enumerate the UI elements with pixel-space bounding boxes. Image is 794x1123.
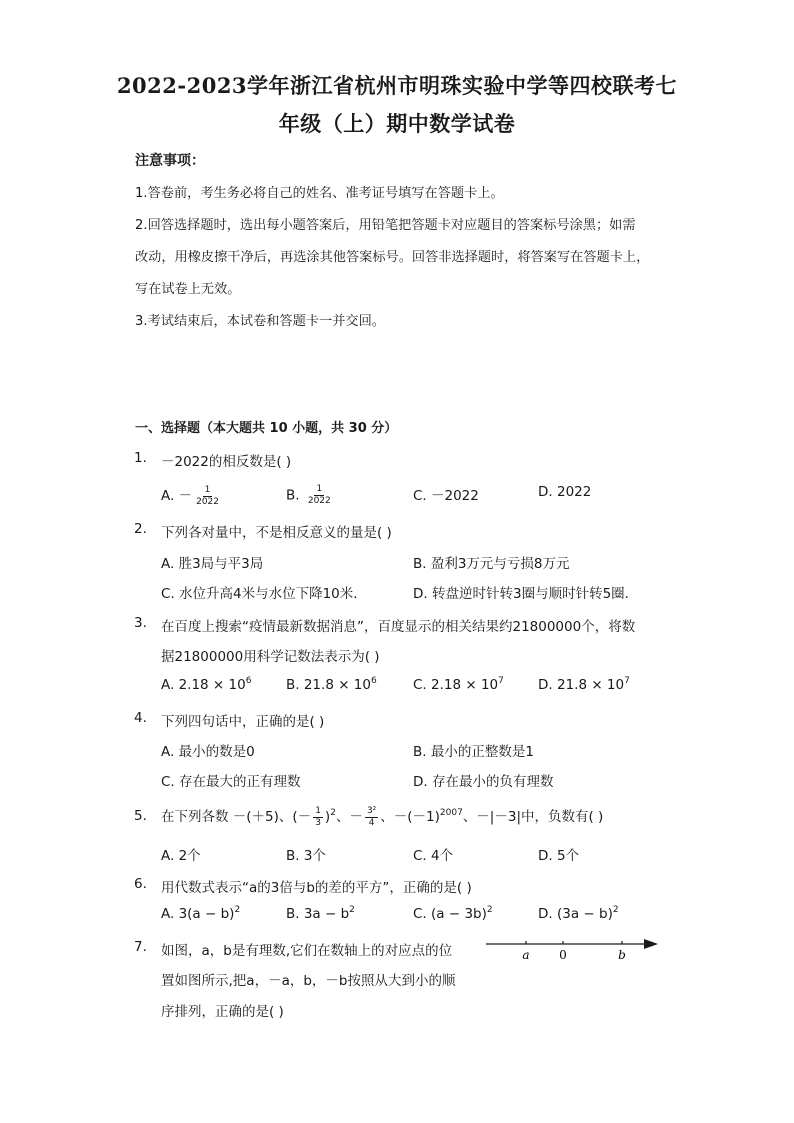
fraction xyxy=(194,485,221,508)
question-7-text-line-2: 置如图所示,把a，－a，b，－b按照从大到小的顺 xyxy=(161,973,456,989)
exponent: 6 xyxy=(370,676,377,686)
q6-option-b xyxy=(286,906,355,922)
section-heading: 一、选择题（本大题共 10 小题，共 30 分） xyxy=(135,421,398,436)
option-text: D. 21.8 × 10 xyxy=(538,677,625,693)
label-zero: 0 xyxy=(559,948,567,962)
numerator: 1 xyxy=(316,484,323,494)
q5-text-part: 、－|－3|中，负数有( ) xyxy=(462,809,604,825)
exponent: 7 xyxy=(498,676,504,686)
exponent: 2 xyxy=(612,905,619,915)
q5-option-d: D. 5个 xyxy=(538,848,580,864)
q5-text-part: 、－(－1) xyxy=(380,809,440,825)
q3-option-a xyxy=(161,677,251,693)
exponent: 2 xyxy=(349,905,355,915)
axis-arrow-icon xyxy=(644,939,658,949)
exponent: 6 xyxy=(245,676,252,686)
numerator: 1 xyxy=(315,805,321,816)
exponent: 7 xyxy=(624,676,630,686)
label-b: b xyxy=(618,948,626,962)
question-number: 2. xyxy=(134,521,147,537)
question-4-text: 下列四句话中，正确的是( ) xyxy=(161,714,325,730)
question-7-text-line-1: 如图，a，b是有理数,它们在数轴上的对应点的位 xyxy=(161,943,453,959)
option-text: C. (a − 3b) xyxy=(413,906,487,922)
numerator: 1 xyxy=(204,484,211,495)
question-number: 4. xyxy=(134,710,147,726)
question-number: 6. xyxy=(134,876,147,892)
note-2-line-3: 写在试卷上无效。 xyxy=(135,282,241,297)
exponent: 2 xyxy=(486,905,493,915)
q4-option-a: A. 最小的数是0 xyxy=(161,744,255,760)
question-number: 5. xyxy=(134,808,147,824)
fraction xyxy=(365,806,378,829)
question-number: 3. xyxy=(134,615,147,631)
option-text: D. (3a − b) xyxy=(538,906,613,922)
q3-option-c xyxy=(413,677,504,693)
denominator: 2022 xyxy=(307,496,331,506)
note-2-line-1: 2.回答选择题时，选出每小题答案后，用铅笔把答题卡对应题目的答案标号涂黑；如需 xyxy=(135,218,636,233)
exponent: 2 xyxy=(330,808,336,818)
option-text: B. 3a − b xyxy=(286,906,350,922)
q6-option-c xyxy=(413,906,493,922)
q5-option-a: A. 2个 xyxy=(161,848,201,864)
numerator: 3² xyxy=(366,805,377,816)
note-3: 3.考试结束后，本试卷和答题卡一并交回。 xyxy=(135,314,385,329)
question-6-text: 用代数式表示“a的3倍与b的差的平方”，正确的是( ) xyxy=(161,880,472,896)
question-2-text: 下列各对量中，不是相反意义的量是( ) xyxy=(161,525,392,541)
q4-option-c: C. 存在最大的正有理数 xyxy=(161,774,301,790)
denominator: 3 xyxy=(315,817,321,828)
minus-sign: － xyxy=(178,488,193,504)
q4-option-b: B. 最小的正整数是1 xyxy=(413,744,534,760)
question-number: 7. xyxy=(134,939,147,955)
q5-text-part: ) xyxy=(324,809,331,825)
label-a: a xyxy=(522,948,530,962)
notes-heading: 注意事项： xyxy=(135,153,205,169)
q6-option-d xyxy=(538,906,619,922)
option-label: A. xyxy=(161,488,175,504)
option-text: A. 2.18 × 10 xyxy=(161,677,246,693)
q1-option-b xyxy=(286,484,335,507)
option-text: B. 21.8 × 10 xyxy=(286,677,371,693)
exponent: 2007 xyxy=(439,808,463,818)
q2-option-a: A. 胜3局与平3局 xyxy=(161,556,264,572)
option-text: A. 3(a − b) xyxy=(161,906,235,922)
number-line-diagram xyxy=(484,933,664,965)
q6-option-a xyxy=(161,906,240,922)
fraction xyxy=(313,806,323,829)
q1-option-c: C. －2022 xyxy=(413,488,479,504)
q1-option-a xyxy=(161,484,223,508)
q5-option-c: C. 4个 xyxy=(413,848,454,864)
exponent: 2 xyxy=(234,905,241,915)
question-5-text xyxy=(161,805,603,829)
fraction xyxy=(306,484,333,507)
question-number: 1. xyxy=(134,450,147,466)
q4-option-d: D. 存在最小的负有理数 xyxy=(413,774,554,790)
question-7-text-line-3: 序排列，正确的是( ) xyxy=(161,1004,284,1020)
exam-title-line-1: 2022-2023学年浙江省杭州市明珠实验中学等四校联考七 xyxy=(116,73,678,98)
question-3-text-line-1: 在百度上搜索“疫情最新数据消息”，百度显示的相关结果约21800000个，将数 xyxy=(161,619,636,635)
denominator: 4 xyxy=(368,817,375,828)
exam-title-line-2: 年级（上）期中数学试卷 xyxy=(278,111,516,136)
note-1: 1.答卷前，考生务必将自己的姓名、准考证号填写在答题卡上。 xyxy=(135,186,504,201)
q2-option-d: D. 转盘逆时针转3圈与顺时针转5圈． xyxy=(413,586,639,602)
q3-option-d xyxy=(538,677,630,693)
option-text: C. 2.18 × 10 xyxy=(413,677,499,693)
q5-text-part: 在下列各数 －(＋5)、(－ xyxy=(161,809,312,825)
q2-option-b: B. 盈利3万元与亏损8万元 xyxy=(413,556,570,572)
option-label: B. xyxy=(286,487,300,504)
note-2-line-2: 改动，用橡皮擦干净后，再选涂其他答案标号。回答非选择题时，将答案写在答题卡上， xyxy=(135,250,650,265)
q2-option-c: C. 水位升高4米与水位下降10米． xyxy=(161,586,367,602)
q1-option-d: D. 2022 xyxy=(538,484,592,500)
q5-text-part: 、－ xyxy=(335,809,363,825)
denominator: 2022 xyxy=(196,496,219,507)
q5-option-b: B. 3个 xyxy=(286,848,326,864)
question-3-text-line-2: 据21800000用科学记数法表示为( ) xyxy=(161,649,380,665)
q3-option-b xyxy=(286,677,377,693)
question-1-text: －2022的相反数是( ) xyxy=(161,454,292,470)
